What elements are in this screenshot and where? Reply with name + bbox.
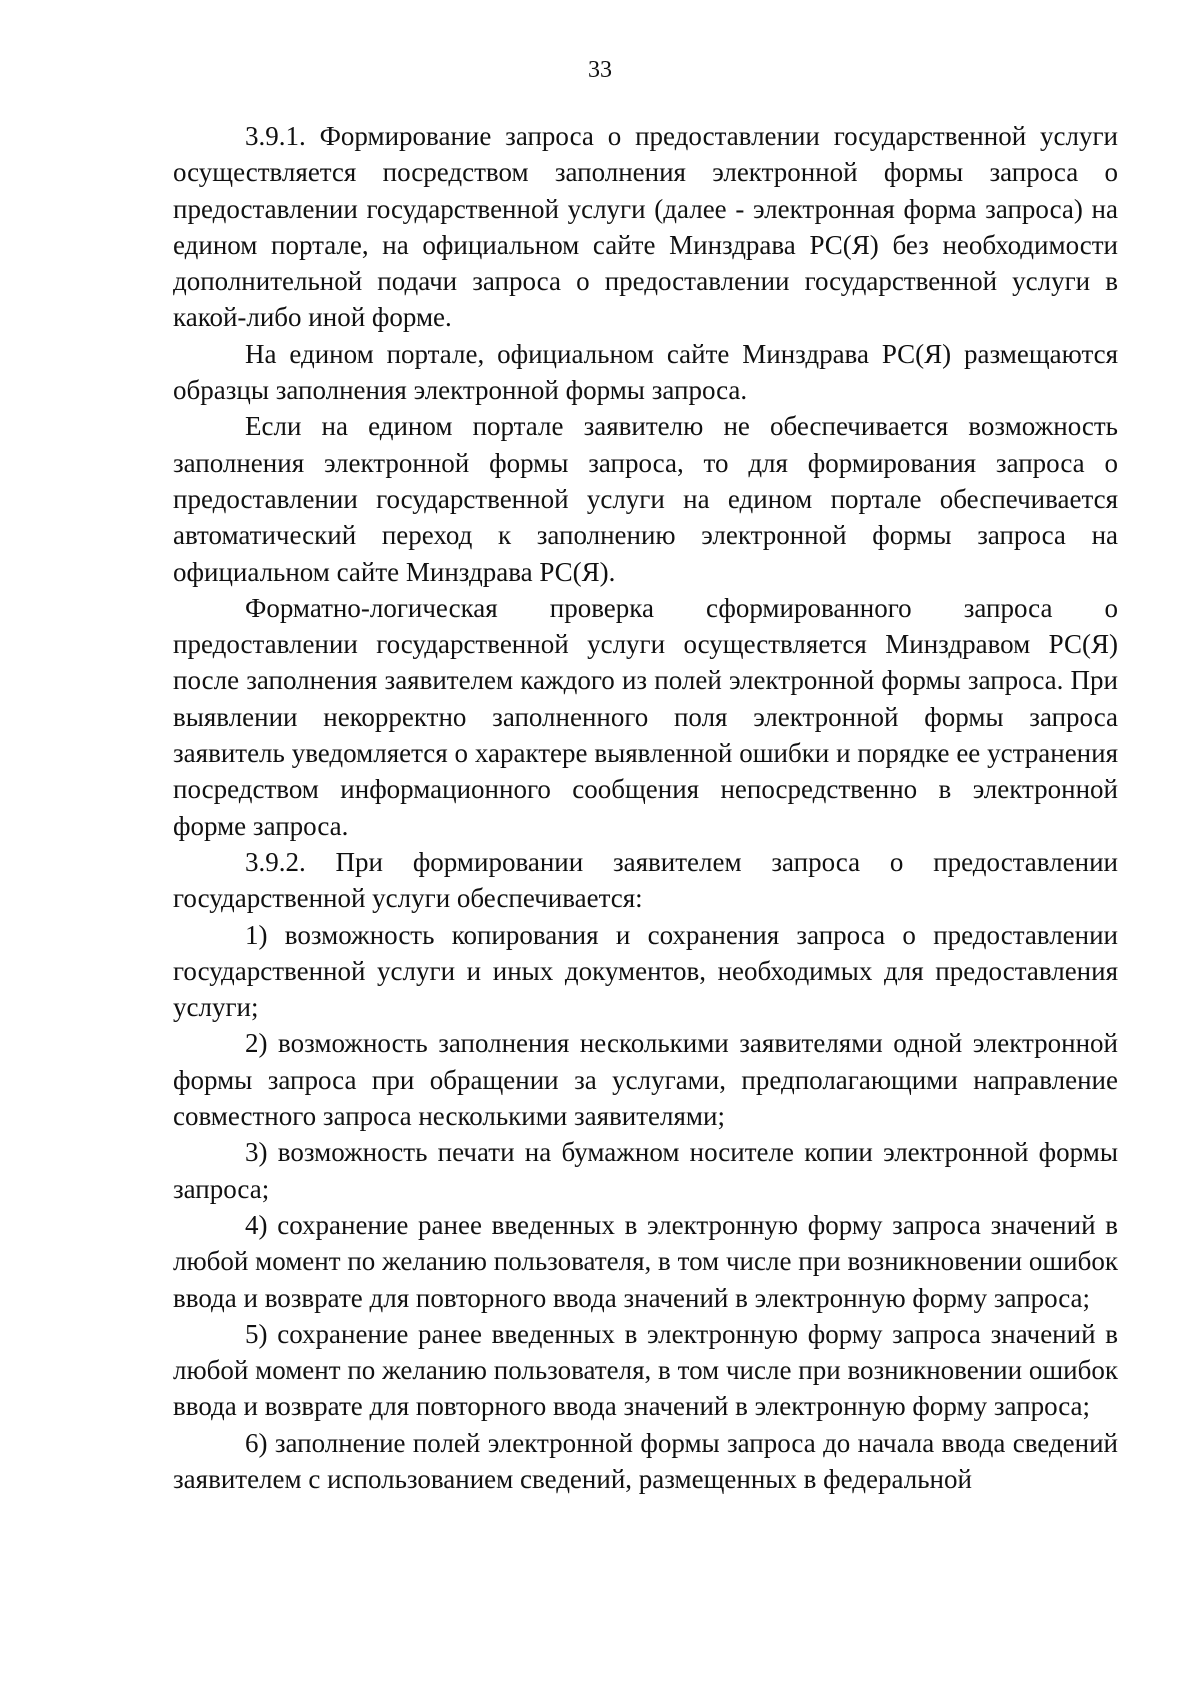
list-item-1: 1) возможность копирования и сохранения запроса о предоставлении государственной услуги и иных документов, необходимых для предоставления услуги; (173, 919, 1118, 1023)
list-item-2: 2) возможность заполнения несколькими заявителями одной электронной формы запроса при обращении за услугами, предполагающими направление совместного запроса несколькими заявителями; (173, 1028, 1118, 1132)
page-number: 33 (588, 57, 612, 83)
paragraph-3-9-1: 3.9.1. Формирование запроса о предоставлении государственной услуги осуществляется посредством заполнения электронной формы запроса о предоставлении государственной услуги (далее - электронная форма запроса) на едином портале, на официальном сайте Минздрава РС(Я) без необходимости дополнительной подачи запроса о предоставлении государственной услуги в какой-либо иной форме. (173, 121, 1118, 333)
paragraph-portal-samples: На едином портале, официальном сайте Минздрава РС(Я) размещаются образцы заполнения электронной формы запроса. (173, 338, 1118, 406)
list-item-3: 3) возможность печати на бумажном носителе копии электронной формы запроса; (173, 1137, 1118, 1204)
paragraph-auto-redirect: Если на едином портале заявителю не обеспечивается возможность заполнения электронной формы запроса, то для формирования запроса о предоставлении государственной услуги на едином портале обеспечивается автоматический переход к заполнению электронной формы запроса на официальном сайте Минздрава РС(Я). (173, 411, 1118, 587)
paragraph-format-check: Форматно-логическая проверка сформированного запроса о предоставлении государственной услуги осуществляется Минздравом РС(Я) после заполнения заявителем каждого из полей электронной формы запроса. При выявлении некорректно заполненного поля электронной формы запроса заявитель уведомляется о характере выявленной ошибки и порядке ее устранения посредством информационного сообщения непосредственно в электронной форме запроса. (173, 592, 1118, 841)
paragraph-3-9-2: 3.9.2. При формировании заявителем запроса о предоставлении государственной услуги обеспечивается: (173, 846, 1118, 914)
document-body (173, 118, 1118, 1497)
list-item-6: 6) заполнение полей электронной формы запроса до начала ввода сведений заявителем с использованием сведений, размещенных в федеральной (173, 1427, 1118, 1494)
list-item-4: 4) сохранение ранее введенных в электронную форму запроса значений в любой момент по желанию пользователя, в том числе при возникновении ошибок ввода и возврате для повторного ввода значений в электронную форму запроса; (173, 1209, 1118, 1313)
list-item-5: 5) сохранение ранее введенных в электронную форму запроса значений в любой момент по желанию пользователя, в том числе при возникновении ошибок ввода и возврате для повторного ввода значений в электронную форму запроса; (173, 1318, 1118, 1422)
